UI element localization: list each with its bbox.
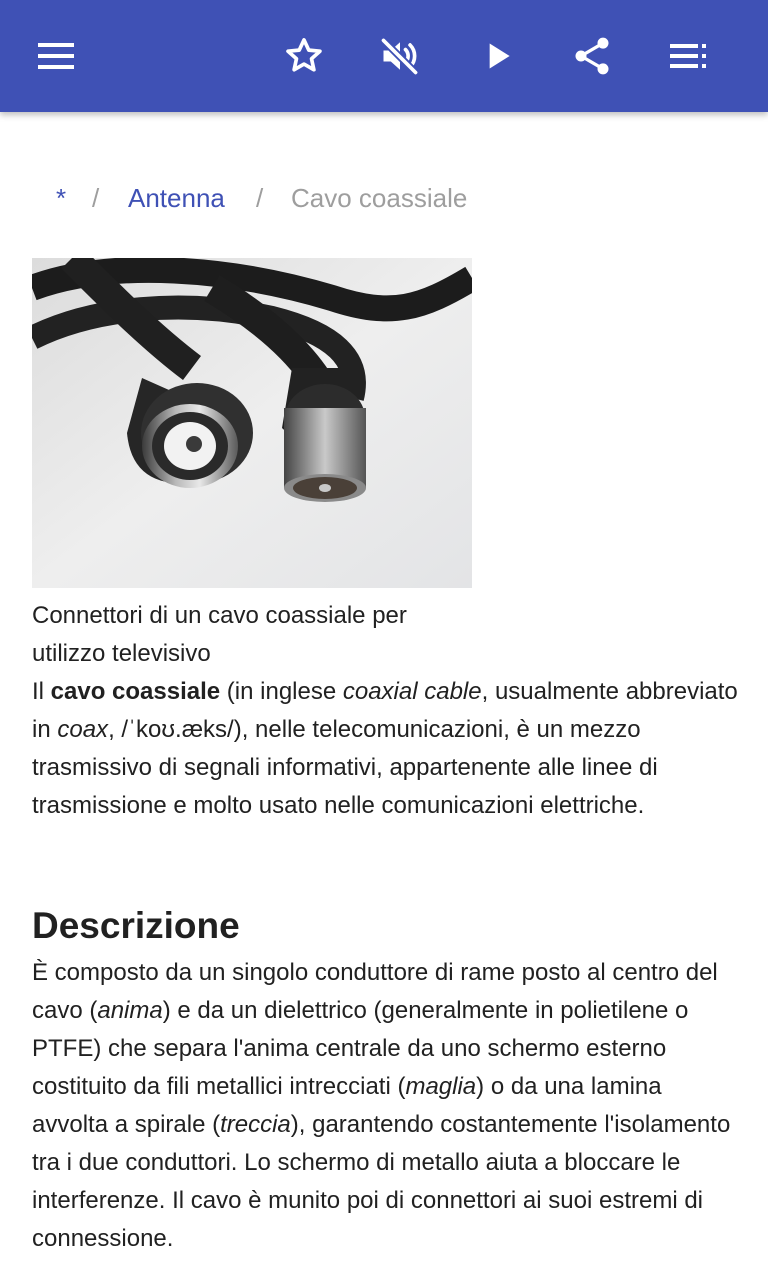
app-toolbar: [0, 0, 768, 112]
article-image[interactable]: [32, 258, 472, 588]
breadcrumb-home-link[interactable]: *: [56, 183, 67, 213]
article-content: [0, 112, 768, 1280]
term-bold: cavo coassiale: [50, 678, 221, 705]
section-heading: Descrizione: [32, 905, 240, 946]
hamburger-menu-icon: [36, 36, 76, 76]
breadcrumb-separator: /: [256, 183, 264, 213]
description-paragraph: È composto da un singolo conduttore di rame posto al centro del cavo (anima) e da un dielettrico (generalmente in polietilene o PTFE) che separa l'anima centrale da uno schermo esterno costituito da fili metallici intrecciati (maglia) o da una lamina avvolta a spirale (treccia), garantendo costantemente l'isolamento tra i due conduttori. Lo schermo di metallo aiuta a bloccare le interferenze. Il cavo è munito poi di connettori ai suoi estremi di connessione.: [32, 959, 731, 1252]
volume-off-icon: [378, 34, 422, 78]
breadcrumb-separator: /: [92, 183, 100, 213]
coaxial-connectors-photo: [32, 258, 472, 588]
intro-paragraph: Il cavo coassiale (in inglese coaxial cable, usualmente abbreviato in coax, /ˈkoʊ.æks/), nelle telecomunicazioni, è un mezzo trasmissivo di segnali informativi, appartenente alle linee di trasmissione e molto usato nelle comunicazioni elettriche.: [32, 678, 738, 819]
share-icon: [570, 34, 614, 78]
playlist-button[interactable]: [658, 26, 718, 86]
play-button[interactable]: [468, 26, 528, 86]
breadcrumb: [0, 178, 768, 218]
share-button[interactable]: [562, 26, 622, 86]
star-outline-icon: [282, 34, 326, 78]
breadcrumb-current-page: Cavo coassiale: [291, 183, 468, 213]
favorite-button[interactable]: [274, 26, 334, 86]
playlist-icon: [668, 36, 708, 76]
breadcrumb-antenna-link[interactable]: Antenna: [128, 183, 225, 213]
play-icon: [478, 36, 518, 76]
menu-button[interactable]: [26, 26, 86, 86]
mute-button[interactable]: [370, 26, 430, 86]
image-caption: Connettori di un cavo coassiale per utilizzo televisivo: [32, 602, 407, 667]
